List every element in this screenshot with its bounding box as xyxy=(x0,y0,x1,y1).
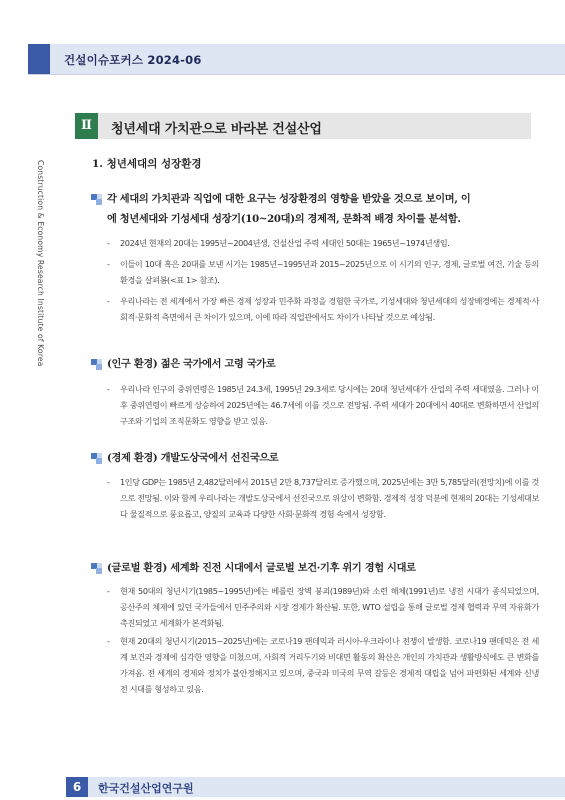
list-item xyxy=(107,583,539,631)
population-heading: (인구 환경) 젊은 국가에서 고령 국가로 xyxy=(107,358,276,370)
list-item-text: 우리나라 인구의 중위연령은 1985년 24.3세, 1995년 29.3세로 당시에는 20대 청년세대가 산업의 주력 세대였음. 그러나 이후 중위연령이 빠르게 상승하여 2025년에는 46.7세에 이를 것으로 전망됨. 주력 세대가 20대에서 40대로 변화하면서 산업의 구조와 기업의 조직문화도 영향을 받고 있음. xyxy=(120,384,539,426)
square-bullet-icon xyxy=(91,194,102,205)
list-item xyxy=(107,235,539,251)
header-divider xyxy=(28,74,565,75)
footer-org-name: 한국건설산업연구원 xyxy=(98,782,194,795)
list-item-text: 우리나라는 전 세계에서 가장 빠른 경제 성장과 민주화 과정을 경험한 국가로, 기성세대와 청년세대의 성장배경에는 경제적·사회적·문화적 측면에서 큰 차이가 있으며, 이에 따라 직업관에서도 차이가 나타날 것으로 예상됨. xyxy=(120,296,539,322)
square-bullet-icon xyxy=(91,563,102,574)
square-bullet-icon xyxy=(91,453,102,464)
list-item xyxy=(107,633,539,697)
dash-marker: - xyxy=(107,238,110,248)
dash-marker: - xyxy=(107,586,110,596)
header-title: 건설이슈포커스 2024-06 xyxy=(64,53,202,67)
economy-heading: (경제 환경) 개발도상국에서 선진국으로 xyxy=(107,452,279,464)
list-item xyxy=(107,381,539,429)
section-number: Ⅱ xyxy=(75,113,98,139)
list-item-text: 현재 50대의 청년시기(1985~1995년)에는 베를린 장벽 붕괴(1989년)와 소련 해체(1991년)로 냉전 시대가 종식되었으며, 공산주의 체제에 있던 국가들에서 민주주의와 시장 경제가 확산됨. 또한, WTO 설립을 통해 글로벌 경제 협력과 무역 자유화가 촉진되었고 세계화가 본격화됨. xyxy=(120,586,539,628)
list-item xyxy=(107,256,539,288)
dash-marker: - xyxy=(107,259,110,269)
dash-marker: - xyxy=(107,384,110,394)
list-item xyxy=(107,474,539,522)
section-title: 청년세대 가치관으로 바라본 건설산업 xyxy=(111,122,322,137)
dash-marker: - xyxy=(107,477,110,487)
list-item xyxy=(107,293,539,325)
headline-line-2: 에 청년세대와 기성세대 성장기(10~20대)의 경제적, 문화적 배경 차이를 분석함. xyxy=(107,213,461,225)
page-number: 6 xyxy=(66,777,88,797)
global-heading: (글로벌 환경) 세계화 진전 시대에서 글로벌 보건·기후 위기 경험 시대로 xyxy=(107,562,416,574)
list-item-text: 현재 20대의 청년시기(2015~2025년)에는 코로나19 팬데믹과 러시아-우크라이나 전쟁이 발생함. 코로나19 팬데믹은 전 세계 보건과 경제에 심각한 영향을 미쳤으며, 사회적 거리두기와 비대면 활동의 확산은 개인의 가치관과 생활방식에도 큰 변화를 가져옴. 전 세계의 경제와 정치가 불안정해지고 있으며, 중국과 미국의 무역 갈등은 경제적 대립을 넘어 파편화된 세계와 신냉전 시대를 형성하고 있음. xyxy=(120,636,539,694)
side-institute-name: Construction & Economy Research Institute of Korea xyxy=(36,160,45,367)
list-item-text: 이들이 10대 혹은 20대를 보낸 시기는 1985년~1995년과 2015~2025년으로 이 시기의 인구, 경제, 글로벌 여건, 기술 등의 환경을 살펴봄(<표 1> 참조). xyxy=(120,259,539,285)
square-bullet-icon xyxy=(91,359,102,370)
list-item-text: 1인당 GDP는 1985년 2,482달러에서 2015년 2만 8,737달러로 증가했으며, 2025년에는 3만 5,785달러(전망치)에 이를 것으로 전망됨. 이와 함께 우리나라는 개발도상국에서 선진국으로 위상이 변화함. 경제적 성장 덕분에 현재의 20대는 기성세대보다 물질적으로 풍요롭고, 양질의 교육과 다양한 사회·문화적 경험 속에서 성장함. xyxy=(120,477,539,519)
header-accent-block xyxy=(28,44,50,74)
dash-marker: - xyxy=(107,296,110,306)
list-item-text: 2024년 현재의 20대는 1995년~2004년생, 건설산업 주력 세대인 50대는 1965년~1974년생임. xyxy=(120,238,450,248)
headline-line-1: 각 세대의 가치관과 직업에 대한 요구는 성장환경의 영향을 받았을 것으로 보이며, 이 xyxy=(107,193,471,205)
subsection-title: 1. 청년세대의 성장환경 xyxy=(92,158,202,170)
dash-marker: - xyxy=(107,636,110,646)
